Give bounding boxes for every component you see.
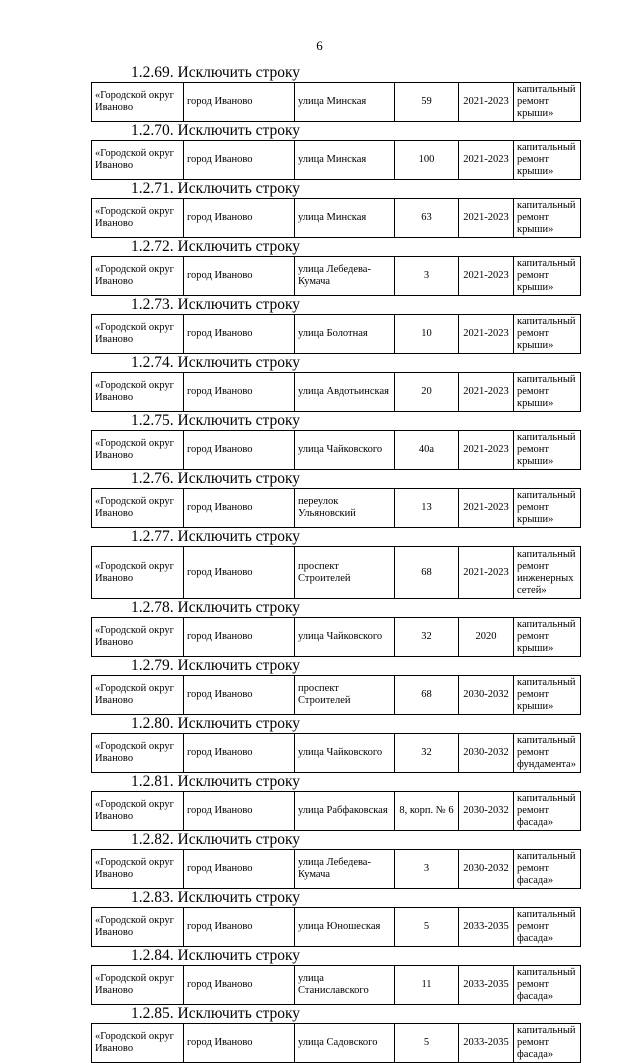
amendment-entry	[91, 238, 581, 296]
street-cell: улица Чайковского	[295, 734, 395, 773]
table-row	[92, 141, 581, 180]
work-type-cell: капитальный ремонт крыши»	[514, 315, 581, 354]
house-number-cell: 68	[395, 676, 459, 715]
street-cell: улица Болотная	[295, 315, 395, 354]
table-row	[92, 547, 581, 599]
table-row	[92, 966, 581, 1005]
amendment-heading: 1.2.71. Исключить строку	[131, 180, 301, 197]
street-cell: улица Минская	[295, 141, 395, 180]
excluded-row-table	[91, 198, 581, 238]
period-cell: 2030-2032	[459, 792, 514, 831]
amendment-heading: 1.2.83. Исключить строку	[131, 889, 301, 906]
excluded-row-table	[91, 140, 581, 180]
municipality-cell: «Городской округ Иваново	[92, 431, 184, 470]
period-cell: 2030-2032	[459, 850, 514, 889]
table-row	[92, 676, 581, 715]
house-number-cell: 100	[395, 141, 459, 180]
amendment-entry	[91, 715, 581, 773]
period-cell: 2021-2023	[459, 83, 514, 122]
table-row	[92, 792, 581, 831]
street-cell: проспект Строителей	[295, 547, 395, 599]
work-type-cell: капитальный ремонт фасада»	[514, 908, 581, 947]
excluded-row-table	[91, 675, 581, 715]
period-cell: 2021-2023	[459, 373, 514, 412]
street-cell: улица Рабфаковская	[295, 792, 395, 831]
house-number-cell: 5	[395, 1024, 459, 1063]
excluded-row-table	[91, 849, 581, 889]
period-cell: 2021-2023	[459, 431, 514, 470]
street-cell: улица Станиславского	[295, 966, 395, 1005]
street-cell: улица Садовского	[295, 1024, 395, 1063]
work-type-cell: капитальный ремонт крыши»	[514, 618, 581, 657]
excluded-row-table	[91, 617, 581, 657]
amendment-entry	[91, 657, 581, 715]
work-type-cell: капитальный ремонт крыши»	[514, 83, 581, 122]
excluded-row-table	[91, 546, 581, 599]
period-cell: 2033-2035	[459, 908, 514, 947]
amendment-heading: 1.2.74. Исключить строку	[131, 354, 301, 371]
settlement-cell: город Иваново	[184, 431, 295, 470]
municipality-cell: «Городской округ Иваново	[92, 83, 184, 122]
amendment-heading: 1.2.77. Исключить строку	[131, 528, 301, 545]
amendment-entry	[91, 354, 581, 412]
excluded-row-table	[91, 965, 581, 1005]
excluded-row-table	[91, 314, 581, 354]
settlement-cell: город Иваново	[184, 618, 295, 657]
street-cell: улица Авдотьинская	[295, 373, 395, 412]
house-number-cell: 32	[395, 734, 459, 773]
excluded-row-table	[91, 82, 581, 122]
amendment-entry	[91, 412, 581, 470]
work-type-cell: капитальный ремонт крыши»	[514, 373, 581, 412]
municipality-cell: «Городской округ Иваново	[92, 257, 184, 296]
house-number-cell: 68	[395, 547, 459, 599]
municipality-cell: «Городской округ Иваново	[92, 373, 184, 412]
work-type-cell: капитальный ремонт крыши»	[514, 489, 581, 528]
excluded-row-table	[91, 791, 581, 831]
work-type-cell: капитальный ремонт крыши»	[514, 257, 581, 296]
table-row	[92, 431, 581, 470]
work-type-cell: капитальный ремонт крыши»	[514, 431, 581, 470]
table-row	[92, 734, 581, 773]
work-type-cell: капитальный ремонт фундамента»	[514, 734, 581, 773]
settlement-cell: город Иваново	[184, 83, 295, 122]
amendment-heading: 1.2.79. Исключить строку	[131, 657, 301, 674]
settlement-cell: город Иваново	[184, 489, 295, 528]
house-number-cell: 63	[395, 199, 459, 238]
house-number-cell: 11	[395, 966, 459, 1005]
amendment-entry	[91, 296, 581, 354]
street-cell: улица Минская	[295, 83, 395, 122]
municipality-cell: «Городской округ Иваново	[92, 734, 184, 773]
street-cell: улица Юношеская	[295, 908, 395, 947]
amendment-entry	[91, 122, 581, 180]
settlement-cell: город Иваново	[184, 676, 295, 715]
excluded-row-table	[91, 1023, 581, 1063]
work-type-cell: капитальный ремонт крыши»	[514, 676, 581, 715]
house-number-cell: 20	[395, 373, 459, 412]
settlement-cell: город Иваново	[184, 1024, 295, 1063]
municipality-cell: «Городской округ Иваново	[92, 141, 184, 180]
table-row	[92, 257, 581, 296]
table-row	[92, 83, 581, 122]
amendment-heading: 1.2.76. Исключить строку	[131, 470, 301, 487]
amendment-heading: 1.2.85. Исключить строку	[131, 1005, 301, 1022]
municipality-cell: «Городской округ Иваново	[92, 908, 184, 947]
table-row	[92, 489, 581, 528]
settlement-cell: город Иваново	[184, 199, 295, 238]
street-cell: улица Чайковского	[295, 431, 395, 470]
street-cell: улица Минская	[295, 199, 395, 238]
municipality-cell: «Городской округ Иваново	[92, 547, 184, 599]
house-number-cell: 5	[395, 908, 459, 947]
municipality-cell: «Городской округ Иваново	[92, 1024, 184, 1063]
document-body	[91, 64, 581, 1063]
period-cell: 2021-2023	[459, 199, 514, 238]
house-number-cell: 13	[395, 489, 459, 528]
settlement-cell: город Иваново	[184, 908, 295, 947]
settlement-cell: город Иваново	[184, 315, 295, 354]
house-number-cell: 3	[395, 850, 459, 889]
street-cell: переулок Ульяновский	[295, 489, 395, 528]
excluded-row-table	[91, 907, 581, 947]
period-cell: 2020	[459, 618, 514, 657]
house-number-cell: 40а	[395, 431, 459, 470]
excluded-row-table	[91, 733, 581, 773]
table-row	[92, 1024, 581, 1063]
period-cell: 2030-2032	[459, 676, 514, 715]
period-cell: 2021-2023	[459, 315, 514, 354]
amendment-heading: 1.2.82. Исключить строку	[131, 831, 301, 848]
period-cell: 2030-2032	[459, 734, 514, 773]
house-number-cell: 8, корп. № 6	[395, 792, 459, 831]
excluded-row-table	[91, 372, 581, 412]
amendment-heading: 1.2.75. Исключить строку	[131, 412, 301, 429]
settlement-cell: город Иваново	[184, 792, 295, 831]
amendment-entry	[91, 180, 581, 238]
amendment-entry	[91, 1005, 581, 1063]
house-number-cell: 10	[395, 315, 459, 354]
municipality-cell: «Городской округ Иваново	[92, 199, 184, 238]
excluded-row-table	[91, 256, 581, 296]
table-row	[92, 373, 581, 412]
street-cell: улица Лебедева-Кумача	[295, 850, 395, 889]
amendment-entry	[91, 831, 581, 889]
amendment-heading: 1.2.72. Исключить строку	[131, 238, 301, 255]
work-type-cell: капитальный ремонт крыши»	[514, 141, 581, 180]
settlement-cell: город Иваново	[184, 850, 295, 889]
municipality-cell: «Городской округ Иваново	[92, 966, 184, 1005]
table-row	[92, 315, 581, 354]
table-row	[92, 908, 581, 947]
municipality-cell: «Городской округ Иваново	[92, 792, 184, 831]
settlement-cell: город Иваново	[184, 547, 295, 599]
work-type-cell: капитальный ремонт фасада»	[514, 1024, 581, 1063]
house-number-cell: 32	[395, 618, 459, 657]
amendment-heading: 1.2.80. Исключить строку	[131, 715, 301, 732]
amendment-entry	[91, 947, 581, 1005]
excluded-row-table	[91, 430, 581, 470]
table-row	[92, 850, 581, 889]
amendment-heading: 1.2.70. Исключить строку	[131, 122, 301, 139]
amendment-entry	[91, 64, 581, 122]
amendment-entry	[91, 470, 581, 528]
municipality-cell: «Городской округ Иваново	[92, 850, 184, 889]
period-cell: 2021-2023	[459, 547, 514, 599]
period-cell: 2021-2023	[459, 141, 514, 180]
amendment-heading: 1.2.69. Исключить строку	[131, 64, 301, 81]
excluded-row-table	[91, 488, 581, 528]
amendment-heading: 1.2.73. Исключить строку	[131, 296, 301, 313]
municipality-cell: «Городской округ Иваново	[92, 676, 184, 715]
work-type-cell: капитальный ремонт инженерных сетей»	[514, 547, 581, 599]
table-row	[92, 618, 581, 657]
municipality-cell: «Городской округ Иваново	[92, 489, 184, 528]
amendment-entry	[91, 773, 581, 831]
house-number-cell: 3	[395, 257, 459, 296]
street-cell: проспект Строителей	[295, 676, 395, 715]
settlement-cell: город Иваново	[184, 257, 295, 296]
period-cell: 2033-2035	[459, 1024, 514, 1063]
settlement-cell: город Иваново	[184, 373, 295, 412]
period-cell: 2033-2035	[459, 966, 514, 1005]
street-cell: улица Чайковского	[295, 618, 395, 657]
amendment-entry	[91, 528, 581, 599]
page-number: 6	[316, 38, 323, 53]
amendment-heading: 1.2.81. Исключить строку	[131, 773, 301, 790]
work-type-cell: капитальный ремонт фасада»	[514, 792, 581, 831]
work-type-cell: капитальный ремонт крыши»	[514, 199, 581, 238]
amendment-entry	[91, 599, 581, 657]
period-cell: 2021-2023	[459, 489, 514, 528]
settlement-cell: город Иваново	[184, 734, 295, 773]
period-cell: 2021-2023	[459, 257, 514, 296]
municipality-cell: «Городской округ Иваново	[92, 618, 184, 657]
table-row	[92, 199, 581, 238]
street-cell: улица Лебедева-Кумача	[295, 257, 395, 296]
municipality-cell: «Городской округ Иваново	[92, 315, 184, 354]
work-type-cell: капитальный ремонт фасада»	[514, 966, 581, 1005]
work-type-cell: капитальный ремонт фасада»	[514, 850, 581, 889]
settlement-cell: город Иваново	[184, 141, 295, 180]
house-number-cell: 59	[395, 83, 459, 122]
amendment-heading: 1.2.84. Исключить строку	[131, 947, 301, 964]
amendment-heading: 1.2.78. Исключить строку	[131, 599, 301, 616]
amendment-entry	[91, 889, 581, 947]
settlement-cell: город Иваново	[184, 966, 295, 1005]
